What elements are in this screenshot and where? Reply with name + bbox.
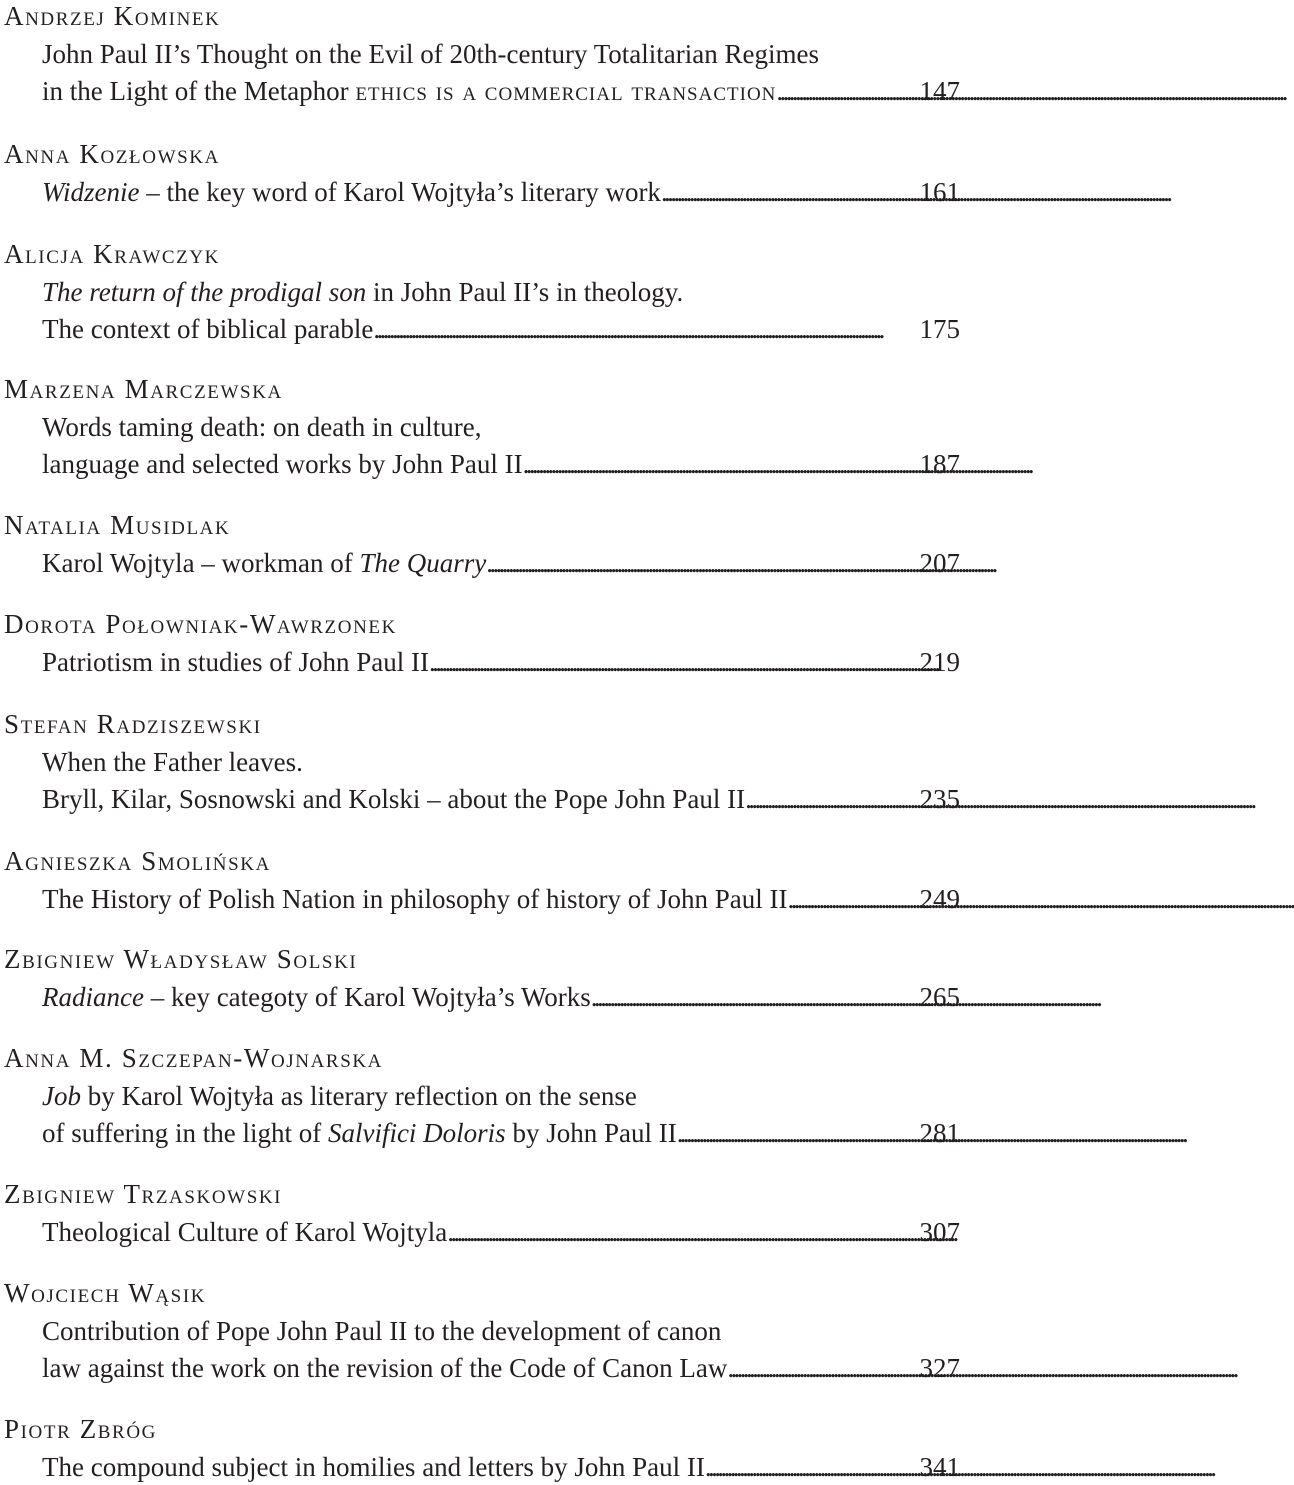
toc-title-segment: – the key word of Karol Wojtyła’s literary work: [139, 177, 661, 207]
page-number: 327: [919, 1353, 960, 1383]
toc-title-line-with-page: [42, 174, 960, 210]
toc-title-text: [42, 781, 745, 817]
toc-author: Dorota Połowniak-Wawrzonek: [4, 609, 397, 639]
toc-author: Piotr Zbróg: [4, 1414, 157, 1444]
toc-title-segment: Bryll, Kilar, Sosnowski and Kolski – about the Pope John Paul II: [42, 784, 746, 814]
toc-title-line-with-page: [42, 881, 960, 917]
toc-title-text: [42, 446, 523, 482]
toc-title-segment: Contribution of Pope John Paul II to the development of canon: [42, 1316, 722, 1346]
toc-title-text: [42, 311, 373, 347]
toc-title-text: [42, 545, 486, 581]
toc-author: Andrzej Kominek: [4, 1, 221, 31]
toc-title-segment: The compound subject in homilies and letters by John Paul II: [42, 1452, 705, 1482]
toc-title-segment: language and selected works by John Paul II: [42, 449, 523, 479]
dot-leader: [727, 1350, 913, 1386]
page-number: 207: [919, 548, 960, 578]
toc-title-line: [42, 36, 960, 72]
toc-title-segment: Widzenie: [42, 177, 140, 207]
dot-leader: [705, 1449, 914, 1485]
toc-title-text: [42, 979, 591, 1015]
dot-leader: [373, 311, 913, 347]
toc-title-line-with-page: [42, 73, 960, 109]
page-number: 341: [919, 1452, 960, 1482]
toc-title-text: [42, 747, 303, 777]
dot-leader: [787, 881, 913, 917]
toc-title-line: [42, 274, 960, 310]
toc-author: Stefan Radziszewski: [4, 709, 262, 739]
toc-title-segment: Patriotism in studies of John Paul II: [42, 647, 429, 677]
toc-title-text: [42, 644, 429, 680]
toc-title-text: [42, 1115, 677, 1151]
dot-leader: [677, 1115, 914, 1151]
toc-title-text: [42, 1350, 727, 1386]
page-number: 281: [919, 1118, 960, 1148]
toc-title-text: [42, 174, 661, 210]
toc-title-line-with-page: [42, 1214, 960, 1250]
dot-leader: [776, 73, 913, 109]
toc-author: Marzena Marczewska: [4, 374, 283, 404]
dot-leader: [429, 644, 914, 680]
toc-author: Anna Kozłowska: [4, 139, 220, 169]
toc-author: Zbigniew Władysław Solski: [4, 944, 358, 974]
toc-title-line-with-page: [42, 311, 960, 347]
toc-title-line: [42, 744, 960, 780]
dot-leader: [447, 1214, 913, 1250]
toc-title-line: [42, 1313, 960, 1349]
toc-title-line-with-page: [42, 1350, 960, 1386]
toc-title-segment: by John Paul II: [505, 1118, 677, 1148]
dot-leader: [661, 174, 914, 210]
page-number: 307: [919, 1217, 960, 1247]
toc-title-segment: Karol Wojtyla – workman of: [42, 548, 360, 578]
toc-title-segment: in John Paul II’s in theology.: [366, 277, 684, 307]
toc-title-segment: Theological Culture of Karol Wojtyla: [42, 1217, 448, 1247]
toc-title-segment: in the Light of the Metaphor: [42, 76, 356, 106]
toc-title-line-with-page: [42, 545, 960, 581]
toc-title-text: [42, 881, 787, 917]
toc-title-text: [42, 412, 481, 442]
toc-title-segment: ethics is a commercial transaction: [355, 76, 777, 106]
toc-title-line-with-page: [42, 1449, 960, 1485]
toc-title-segment: Radiance: [42, 982, 144, 1012]
toc-author: Anna M. Szczepan-Wojnarska: [4, 1043, 384, 1073]
page-number: 235: [919, 784, 960, 814]
toc-title-line-with-page: [42, 644, 960, 680]
toc-title-line: [42, 1078, 960, 1114]
toc-title-text: [42, 1316, 721, 1346]
toc-title-segment: Job: [42, 1081, 81, 1111]
toc-title-line-with-page: [42, 1115, 960, 1151]
toc-author: Natalia Musidlak: [4, 510, 231, 540]
toc-title-text: [42, 1081, 637, 1111]
toc-title-text: [42, 73, 776, 109]
toc-title-segment: The return of the prodigal son: [42, 277, 367, 307]
toc-title-segment: law against the work on the revision of the Code of Canon Law: [42, 1353, 728, 1383]
toc-title-segment: John Paul II’s Thought on the Evil of 20th-century Totalitarian Regimes: [42, 39, 819, 69]
toc-title-segment: The Quarry: [359, 548, 487, 578]
toc-author: Agnieszka Smolińska: [4, 846, 271, 876]
toc-title-segment: Words taming death: on death in culture,: [42, 412, 482, 442]
page-number: 147: [919, 76, 960, 106]
toc-title-line: [42, 409, 960, 445]
dot-leader: [591, 979, 914, 1015]
page-number: 265: [919, 982, 960, 1012]
dot-leader: [486, 545, 913, 581]
toc-author: Alicja Krawczyk: [4, 239, 220, 269]
toc-title-line-with-page: [42, 446, 960, 482]
toc-author: Zbigniew Trzaskowski: [4, 1179, 283, 1209]
page-number: 249: [919, 884, 960, 914]
toc-title-segment: by Karol Wojtyła as literary reflection on the sense: [80, 1081, 637, 1111]
toc-title-segment: The History of Polish Nation in philosophy of history of John Paul II: [42, 884, 788, 914]
toc-title-segment: Salvifici Doloris: [327, 1118, 506, 1148]
toc-title-text: [42, 1214, 447, 1250]
page-number: 175: [919, 314, 960, 344]
page-number: 219: [919, 647, 960, 677]
toc-title-segment: When the Father leaves.: [42, 747, 303, 777]
dot-leader: [745, 781, 913, 817]
toc-title-text: [42, 1449, 705, 1485]
toc-title-segment: – key categoty of Karol Wojtyła’s Works: [143, 982, 591, 1012]
page-number: 161: [919, 177, 960, 207]
toc-title-line-with-page: [42, 979, 960, 1015]
toc-author: Wojciech Wąsik: [4, 1278, 207, 1308]
toc-title-text: [42, 39, 819, 69]
toc-title-line-with-page: [42, 781, 960, 817]
page-number: 187: [919, 449, 960, 479]
dot-leader: [523, 446, 914, 482]
toc-title-segment: The context of biblical parable: [42, 314, 374, 344]
toc-title-text: [42, 277, 683, 307]
toc-title-segment: of suffering in the light of: [42, 1118, 328, 1148]
